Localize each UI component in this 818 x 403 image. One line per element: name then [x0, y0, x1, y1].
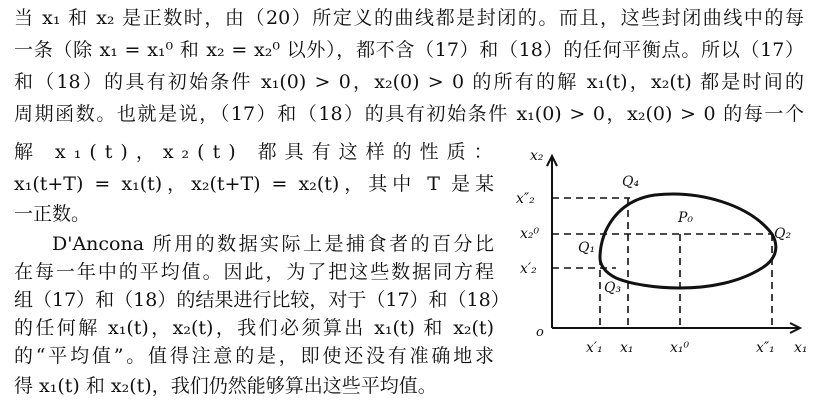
paragraph-line: 得 x₁(t) 和 x₂(t)，我们仍然能够算出这些平均值。 [14, 375, 437, 397]
tick-x1-zero: x₁⁰ [670, 340, 690, 356]
paragraph-line: 的“平均值”。值得注意的是，即使还没有准确地求 [14, 345, 494, 367]
paragraph-line: 当 x₁ 和 x₂ 是正数时，由（20）所定义的曲线都是封闭的。而且，这些封闭曲线中的每 [14, 7, 804, 29]
tick-x1-double-prime: x″₁ [756, 340, 775, 356]
closed-orbit [600, 194, 776, 288]
paragraph-line: 一条（除 x₁ = x₁⁰ 和 x₂ = x₂⁰ 以外），都不含（17）和（18）的任何平衡点。所以（17） [14, 39, 804, 61]
phase-plane-figure [510, 140, 810, 400]
point-q1-label: Q₁ [578, 240, 596, 256]
origin-label: o [536, 325, 544, 340]
paragraph-line: 组（17）和（18）的结果进行比较，对于（17）和（18） [14, 289, 510, 311]
tick-x1-prime: x′₁ [586, 340, 603, 356]
tick-x1: x₁ [620, 340, 634, 356]
paragraph-line: 解 x₁(t)，x₂(t) 都具有这样的性质： [14, 141, 501, 163]
paragraph-line: 一正数。 [14, 203, 91, 225]
x-axis-label: x₁ [794, 340, 808, 356]
tick-x2-prime: x′₂ [520, 261, 537, 277]
paragraph-line: 在每一年中的平均值。因此，为了把这些数据同方程 [14, 261, 494, 283]
point-q4-label: Q₄ [622, 174, 640, 190]
paragraph-line: 的任何解 x₁(t)，x₂(t)，我们必须算出 x₁(t) 和 x₂(t) [14, 317, 494, 339]
point-q3-label: Q₃ [604, 280, 622, 296]
tick-x2-zero: x₂⁰ [520, 226, 540, 242]
paragraph-line: 周期函数。也就是说，（17）和（18）的具有初始条件 x₁(0) > 0，x₂(0) > 0 的每一个 [14, 103, 804, 125]
paragraph-line: D'Ancona 所用的数据实际上是捕食者的百分比 [52, 233, 494, 255]
y-axis-label: x₂ [530, 148, 544, 164]
equation-line: x₁(t+T) = x₁(t)，x₂(t+T) = x₂(t)，其中 T 是某 [14, 173, 494, 195]
tick-x2-double-prime: x″₂ [516, 191, 535, 207]
point-p0-label: P₀ [678, 210, 694, 226]
point-q2-label: Q₂ [774, 226, 792, 242]
paragraph-line: 和（18）的具有初始条件 x₁(0) > 0，x₂(0) > 0 的所有的解 x₁(t)，x₂(t) 都是时间的 [14, 71, 804, 93]
